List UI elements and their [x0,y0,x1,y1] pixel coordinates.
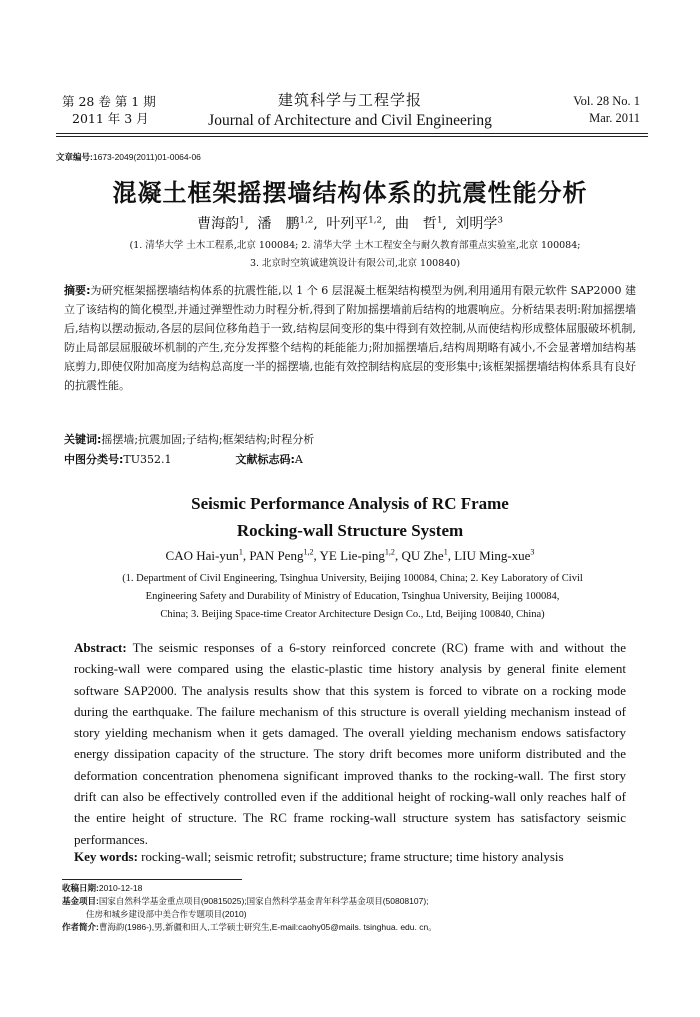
clc-label: 中图分类号: [64,453,124,466]
author-cn-3: 叶列平 [326,216,369,232]
fund-label: 基金项目: [62,896,99,906]
journal-title-en: Journal of Architecture and Civil Engineering [208,112,492,129]
author-en-3: YE Lie-ping [319,548,385,563]
author-cn-2: 潘 鹏 [257,216,300,232]
keywords-en [74,849,564,865]
fund [62,895,437,908]
abstract-en-label: Abstract: [74,640,127,655]
author-en-4-affil: 1 [443,547,448,557]
header-rule [56,133,648,134]
author-en-2-affil: 1,2 [303,547,314,557]
title-cn: 混凝土框架摇摆墙结构体系的抗震性能分析 [112,179,588,207]
abstract-cn [64,281,636,395]
header-rule-thin [56,136,648,137]
author-cn-3-affil: 1,2 [368,215,383,226]
authors-cn: 曹海韵$^1$, 潘 鹏$^{1,2}$, 叶列平$^{1,2}$, 曲 哲$^1$, 刘明学$^3$ [197,215,503,232]
volume-issue-cn: 第 28 卷 第 1 期 [62,94,156,109]
author-en-1-affil: 1 [238,547,243,557]
article-number-value: 1673-2049(2011)01-0064-06 [92,152,201,162]
article-number-label: 文章编号: [56,152,93,162]
classification [64,451,303,467]
affiliation-cn-line: 3. 北京时空筑诚建筑设计有限公司,北京 100840) [249,258,461,269]
author-en-1: CAO Hai-yun [165,548,239,563]
journal-title-cn: 建筑科学与工程学报 [277,91,422,109]
keywords-cn [64,431,314,447]
author-bio [62,921,437,934]
affiliations-en [70,570,635,624]
abstract-en [74,637,626,850]
author-cn-2-affil: 1,2 [299,215,314,226]
title-en-line: Seismic Performance Analysis of RC Frame [191,494,509,513]
received-value: 2010-12-18 [98,883,143,893]
affiliation-en-line: (1. Department of Civil Engineering, Tsinghua University, Beijing 100084, China; 2. Key Laboratory of Civil [122,573,583,584]
keywords-en-text: rocking-wall; seismic retrofit; substructure; frame structure; time history analysis [141,849,564,864]
author-cn-1: 曹海韵 [197,216,240,232]
author-en-4: QU Zhe [401,548,444,563]
title-en-line: Rocking-wall Structure System [236,521,464,540]
author-bio-label: 作者简介: [62,922,99,932]
clc-value: TU352.1 [123,453,172,466]
received-label: 收稿日期: [62,883,99,893]
keywords-cn-label: 关键词: [64,433,102,446]
fund-line-2: 住房和城乡建设部中美合作专题项目(2010) [86,909,247,919]
affiliation-cn-line: (1. 清华大学 土木工程系,北京 100084; 2. 清华大学 土木工程安全与耐久教育部重点实验室,北京 100084; [129,240,581,251]
authors-en: CAO Hai-yun$^1$, PAN Peng$^{1,2}$, YE Lie-ping$^{1,2}$, QU Zhe$^1$, LIU Ming-xue$^3$ [165,547,535,563]
doc-code-label: 文献标志码: [235,453,295,466]
title-en [0,490,700,544]
keywords-en-label: Key words: [74,849,138,864]
author-en-3-affil: 1,2 [384,547,395,557]
date-en: Mar. 2011 [589,111,640,125]
volume-issue-en: Vol. 28 No. 1 [573,94,640,108]
author-cn-4-affil: 1 [436,215,443,226]
author-cn-1-affil: 1 [239,215,245,226]
author-en-2: PAN Peng [249,548,304,563]
fund-line-1: 国家自然科学基金重点项目(90815025);国家自然科学基金青年科学基金项目(50808107); [98,896,429,906]
received-date [62,882,437,895]
affiliation-en-line: Engineering Safety and Durability of Ministry of Education, Tsinghua University, Beijing 100084, [145,591,560,602]
author-cn-5-affil: 3 [497,215,503,226]
abstract-cn-text: 为研究框架摇摆墙结构体系的抗震性能,以 1 个 6 层混凝土框架结构模型为例,利用通用有限元软件 SAP2000 建立了该结构的简化模型,并通过弹塑性动力时程分析,得到了附加摇摆墙前后结构的地震响应。分析结果表明:附加摇摆墙后,结构以摆动振动,各层的层间位移角趋于一致,结构层间变形的集中得到有效控制,从而使结构形成整体屈服破坏机制,防止局部层屈服破坏机制的产生,充分发挥整个结构的耗能能力;附加摇摆墙后,结构周期略有减小,不会显著增加结构基底剪力,即使仅附加高度为结构总高度一半的摇摆墙,也能有效控制结构底层的变形集中;该框架摇摆墙结构体系具有良好的抗震性能。 [64,284,636,392]
date-cn: 2011 年 3 月 [72,111,149,126]
affiliation-en-line: China; 3. Beijing Space-time Creator Architecture Design Co., Ltd, Beijing 100840, China) [160,609,545,620]
footnote-rule [62,879,242,880]
author-bio-text: 曹海韵(1986-),男,新疆和田人,工学硕士研究生,E-mail:caohy05@mails. tsinghua. edu. cn。 [98,922,437,932]
affiliations-cn [70,237,640,273]
author-cn-4: 曲 哲 [394,216,437,232]
doc-code-value: A [294,453,303,466]
author-en-5: LIU Ming-xue [454,548,531,563]
abstract-cn-label: 摘要: [64,284,91,297]
abstract-en-text: The seismic responses of a 6-story reinforced concrete (RC) frame with and without the rocking-wall were compared using the elastic-plastic time history analysis by general finite element software SAP2000. The analysis results show that this system is forced to vibrate on a rocking mode during the earthquake. The failure mechanism of this structure is overall yielding mechanism instead of story yielding mechanism when it gets damaged. The overall yielding mechanism endows satisfactory energy dissipation capacity of the structure. The story drift becomes more uniform distributed and the deformation concentration phenomena significant improved thanks to the rocking-wall. The first story drift can also be effectively controlled even if the additional height of rocking-wall only reaches half of the entire height of structure. The RC frame rocking-wall structure system has satisfactory seismic performances. [74,640,626,847]
article-number [56,151,201,163]
keywords-cn-text: 摇摆墙;抗震加固;子结构;框架结构;时程分析 [101,433,315,446]
footnotes [62,882,437,934]
header-right [573,93,640,127]
author-en-5-affil: 3 [530,547,535,557]
author-cn-5: 刘明学 [455,216,498,232]
